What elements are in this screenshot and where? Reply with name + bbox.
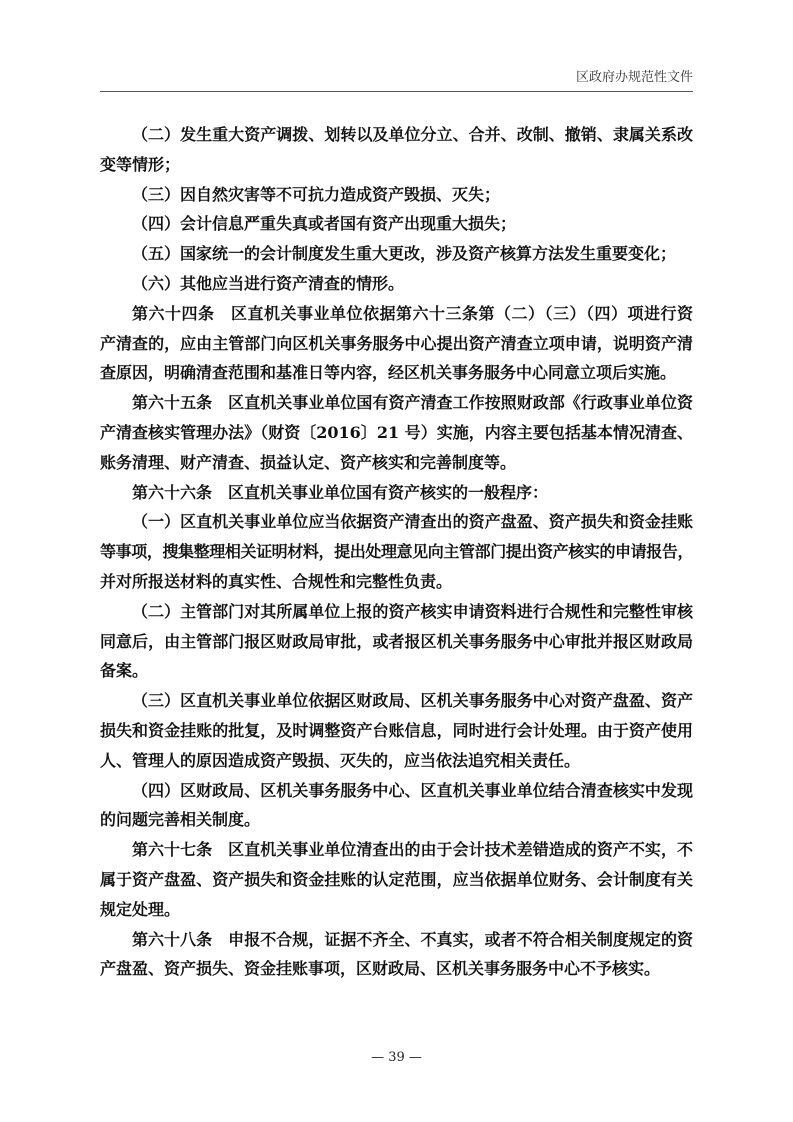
text-line: （四）区财政局、区机关事务服务中心、区直机关事业单位结合清查核实中发现 <box>132 780 693 800</box>
text-line: 第六十五条 区直机关事业单位国有资产清查工作按照财政部《行政事业单位资 <box>132 393 693 413</box>
procedure-step-1-paragraph <box>100 507 693 596</box>
text-line: 并对所报送材料的真实性、合规性和完整性负责。 <box>100 571 453 591</box>
text-line: 查原因，明确清查范围和基准日等内容，经区机关事务服务中心同意立项后实施。 <box>100 363 677 383</box>
item-4-paragraph <box>100 209 693 239</box>
text-line: 变等情形； <box>100 154 181 174</box>
text-line: （四）会计信息严重失真或者国有资产出现重大损失； <box>132 214 517 234</box>
text-line: 备案。 <box>100 661 149 681</box>
text-line: 等事项，搜集整理相关证明材料，提出处理意见向主管部门提出资产核实的申请报告， <box>100 542 693 562</box>
procedure-step-2-paragraph <box>100 597 693 686</box>
text-line: 属于资产盘盈、资产损失和资金挂账的认定范围，应当依据单位财务、会计制度有关 <box>100 869 693 889</box>
header-rule <box>100 91 693 92</box>
text-line: （二）主管部门对其所属单位上报的资产核实申请资料进行合规性和完整性审核 <box>132 601 693 621</box>
text-line: 损失和资金挂账的批复，及时调整资产台账信息，同时进行会计处理。由于资产使用 <box>100 720 693 740</box>
text-line: （二）发生重大资产调拨、划转以及单位分立、合并、改制、撤销、隶属关系改 <box>132 125 693 144</box>
text-line: 产清查核实管理办法》（财资〔2016〕21 号）实施，内容主要包括基本情况清查、 <box>100 422 693 442</box>
text-line: （一）区直机关事业单位应当依据资产清查出的资产盘盈、资产损失和资金挂账 <box>132 512 693 532</box>
procedure-step-4-paragraph <box>100 776 693 836</box>
article-64-paragraph <box>100 299 693 388</box>
article-66-paragraph <box>100 478 693 508</box>
article-65-paragraph <box>100 388 693 477</box>
article-68-paragraph <box>100 925 693 985</box>
article-67-paragraph <box>100 835 693 924</box>
text-line: 第六十六条 区直机关事业单位国有资产核实的一般程序： <box>132 482 549 502</box>
text-line: （五）国家统一的会计制度发生重大更改，涉及资产核算方法发生重要变化； <box>132 244 677 264</box>
text-line: 规定处理。 <box>100 899 181 919</box>
page-number: — 39 — <box>371 1050 422 1065</box>
item-6-paragraph <box>100 269 693 299</box>
text-line: 第六十七条 区直机关事业单位清查出的由于会计技术差错造成的资产不实，不 <box>132 840 693 860</box>
text-line: 产清查的，应由主管部门向区机关事务服务中心提出资产清查立项申请，说明资产清 <box>100 333 693 353</box>
running-header-title: 区政府办规范性文件 <box>575 70 693 85</box>
text-line: 的问题完善相关制度。 <box>100 810 261 830</box>
text-line: （三）因自然灾害等不可抗力造成资产毁损、灭失； <box>132 184 501 204</box>
procedure-step-3-paragraph <box>100 686 693 775</box>
text-line: 账务清理、财产清查、损益认定、资产核实和完善制度等。 <box>100 452 517 472</box>
body-text <box>100 120 693 984</box>
text-line: （三）区直机关事业单位依据区财政局、区机关事务服务中心对资产盘盈、资产 <box>132 691 693 711</box>
text-line: （六）其他应当进行资产清查的情形。 <box>132 273 405 293</box>
text-line: 第六十四条 区直机关事业单位依据第六十三条第（二）（三）（四）项进行资 <box>132 303 693 323</box>
text-line: 同意后，由主管部门报区财政局审批，或者报区机关事务服务中心审批并报区财政局 <box>100 631 693 651</box>
text-line: 第六十八条 申报不合规，证据不齐全、不真实，或者不符合相关制度规定的资 <box>132 929 693 949</box>
item-5-paragraph <box>100 239 693 269</box>
item-3-paragraph <box>100 180 693 210</box>
text-line: 人、管理人的原因造成资产毁损、灭失的，应当依法追究相关责任。 <box>100 750 581 770</box>
text-line: 产盘盈、资产损失、资金挂账事项，区财政局、区机关事务服务中心不予核实。 <box>100 959 661 979</box>
item-2-paragraph <box>100 120 693 180</box>
